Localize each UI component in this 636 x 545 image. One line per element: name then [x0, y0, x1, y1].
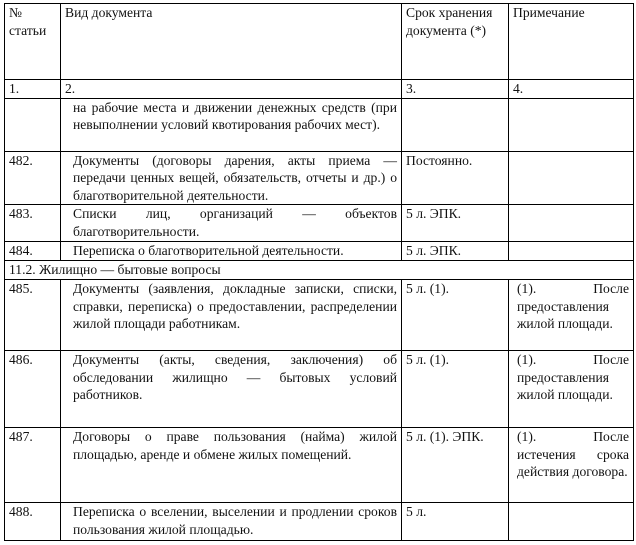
document-type: Документы (заявления, докладные записки, списки, справки, переписка) о предоставлении, распределении жилой площади работникам. — [61, 280, 402, 351]
header-document-type: Вид документа — [61, 4, 402, 80]
document-type: Списки лиц, организаций — объектов благотворительности. — [61, 205, 402, 242]
article-number: 487. — [5, 428, 61, 503]
numbering-col4: 4. — [509, 80, 634, 99]
table-row — [5, 151, 634, 205]
numbering-col2: 2. — [61, 80, 402, 99]
header-retention-term: Срок хранения документа (*) — [402, 4, 509, 80]
retention-term — [402, 98, 509, 151]
document-type: Переписка о благотворительной деятельности. — [61, 242, 402, 261]
table-row — [5, 428, 634, 503]
table-row — [5, 242, 634, 261]
article-number: 483. — [5, 205, 61, 242]
document-type: Документы (договоры дарения, акты приема — передачи ценных вещей, обязательств, отчеты и др.) о благотворительной деятельности. — [61, 151, 402, 205]
document-type: Договоры о праве пользования (найма) жилой площадью, аренде и обмене жилых помещений. — [61, 428, 402, 503]
header-article-number: № статьи — [5, 4, 61, 80]
numbering-col3: 3. — [402, 80, 509, 99]
note: (1). После предоставления жилой площади. — [509, 280, 634, 351]
table-row — [5, 98, 634, 151]
table-row — [5, 205, 634, 242]
numbering-row — [5, 80, 634, 99]
article-number: 486. — [5, 351, 61, 428]
note — [509, 242, 634, 261]
retention-term: 5 л. (1). — [402, 280, 509, 351]
document-type: Документы (акты, сведения, заключения) об обследовании жилищно — бытовых условий работников. — [61, 351, 402, 428]
section-row — [5, 261, 634, 280]
article-number: 485. — [5, 280, 61, 351]
document-type: Переписка о вселении, выселении и продлении сроков пользования жилой площадью. — [61, 503, 402, 541]
document-type: на рабочие места и движении денежных средств (при невыполнении условий квотирования рабочих мест). — [61, 98, 402, 151]
retention-term: 5 л. (1). — [402, 351, 509, 428]
document-table — [4, 3, 634, 541]
note — [509, 98, 634, 151]
note — [509, 503, 634, 541]
note: (1). После истечения срока действия договора. — [509, 428, 634, 503]
retention-term: 5 л. ЭПК. — [402, 205, 509, 242]
table-row — [5, 280, 634, 351]
note: (1). После предоставления жилой площади. — [509, 351, 634, 428]
retention-term: Постоянно. — [402, 151, 509, 205]
article-number: 488. — [5, 503, 61, 541]
article-number: 484. — [5, 242, 61, 261]
header-note: Примечание — [509, 4, 634, 80]
note — [509, 151, 634, 205]
retention-term: 5 л. — [402, 503, 509, 541]
retention-term: 5 л. (1). ЭПК. — [402, 428, 509, 503]
article-number: 482. — [5, 151, 61, 205]
table-row — [5, 351, 634, 428]
section-title: 11.2. Жилищно — бытовые вопросы — [5, 261, 634, 280]
article-number — [5, 98, 61, 151]
note — [509, 205, 634, 242]
header-row — [5, 4, 634, 80]
retention-term: 5 л. ЭПК. — [402, 242, 509, 261]
table-row — [5, 503, 634, 541]
numbering-col1: 1. — [5, 80, 61, 99]
